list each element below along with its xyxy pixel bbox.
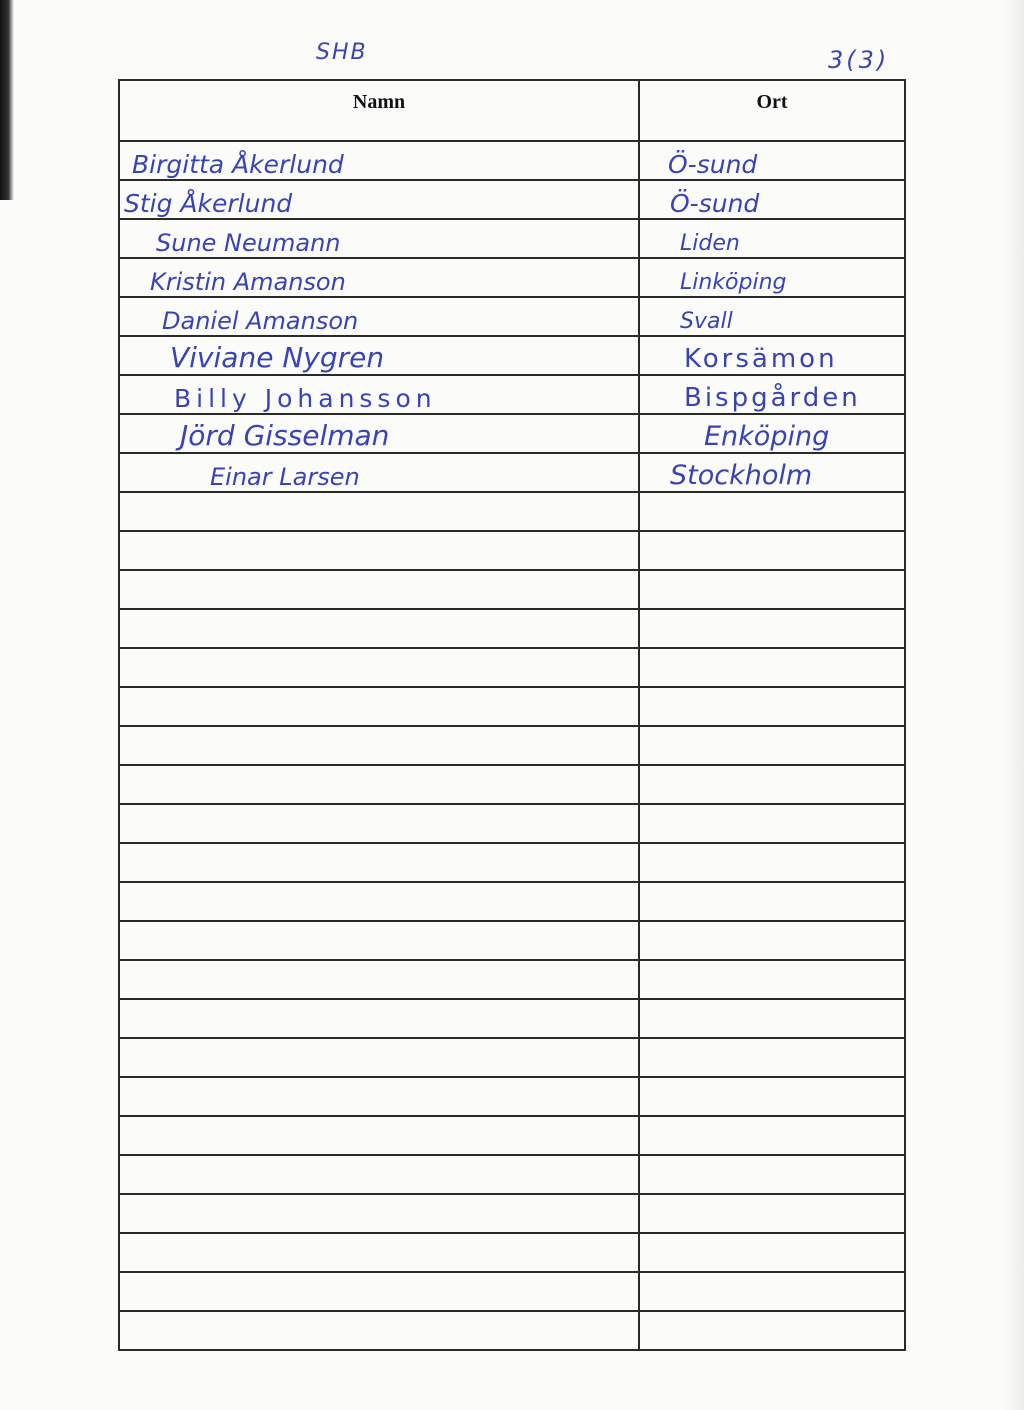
place-cell xyxy=(639,414,905,453)
place-cell xyxy=(639,726,905,765)
table-row xyxy=(119,609,905,648)
place-cell xyxy=(639,297,905,336)
name-cell xyxy=(119,843,639,882)
table-row xyxy=(119,804,905,843)
handwritten-name: Stig Åkerlund xyxy=(124,189,293,218)
name-cell xyxy=(119,1077,639,1116)
place-cell xyxy=(639,843,905,882)
place-cell xyxy=(639,921,905,960)
name-cell xyxy=(119,492,639,531)
handwritten-name: Viviane Nygren xyxy=(170,341,385,374)
name-cell xyxy=(119,531,639,570)
name-cell xyxy=(119,726,639,765)
place-cell xyxy=(639,336,905,375)
handwritten-place: Linköping xyxy=(680,270,787,295)
place-cell xyxy=(639,219,905,258)
name-cell xyxy=(119,804,639,843)
name-cell xyxy=(119,414,639,453)
name-cell xyxy=(119,882,639,921)
handwritten-place: Bispgården xyxy=(684,383,861,413)
handwritten-place: Svall xyxy=(680,309,733,334)
place-cell xyxy=(639,609,905,648)
handwritten-name: Jörd Gisselman xyxy=(180,419,390,452)
name-cell xyxy=(119,1155,639,1194)
name-cell xyxy=(119,375,639,414)
name-cell xyxy=(119,453,639,492)
handwritten-header-mark: SHB xyxy=(316,40,368,65)
table-row xyxy=(119,1233,905,1272)
place-cell xyxy=(639,804,905,843)
table-row xyxy=(119,726,905,765)
handwritten-place: Korsämon xyxy=(684,344,838,374)
page-edge-shadow xyxy=(1002,0,1024,1410)
table-row xyxy=(119,375,905,414)
table-row xyxy=(119,1194,905,1233)
table-row xyxy=(119,1272,905,1311)
handwritten-place: Liden xyxy=(680,231,740,256)
handwritten-name: Kristin Amanson xyxy=(150,268,346,296)
name-cell xyxy=(119,1311,639,1350)
place-cell xyxy=(639,1038,905,1077)
place-cell xyxy=(639,1077,905,1116)
handwritten-place: Ö-sund xyxy=(668,150,758,179)
table-row xyxy=(119,297,905,336)
table-row xyxy=(119,453,905,492)
name-cell xyxy=(119,687,639,726)
name-cell xyxy=(119,960,639,999)
name-cell xyxy=(119,336,639,375)
table-row xyxy=(119,1155,905,1194)
handwritten-name: Birgitta Åkerlund xyxy=(132,150,344,179)
table-row xyxy=(119,336,905,375)
place-cell xyxy=(639,492,905,531)
table-row xyxy=(119,492,905,531)
table-row xyxy=(119,960,905,999)
column-header-place: Ort xyxy=(639,80,905,141)
place-cell xyxy=(639,1311,905,1350)
table-row xyxy=(119,843,905,882)
place-cell xyxy=(639,765,905,804)
name-cell xyxy=(119,141,639,180)
place-cell xyxy=(639,141,905,180)
name-cell xyxy=(119,1194,639,1233)
table-row xyxy=(119,531,905,570)
place-cell xyxy=(639,882,905,921)
place-cell xyxy=(639,687,905,726)
column-header-name: Namn xyxy=(119,80,639,141)
place-cell xyxy=(639,1155,905,1194)
name-cell xyxy=(119,999,639,1038)
table-row xyxy=(119,258,905,297)
handwritten-name: Billy Johansson xyxy=(174,384,437,413)
place-cell xyxy=(639,453,905,492)
place-cell xyxy=(639,375,905,414)
table-row xyxy=(119,570,905,609)
name-cell xyxy=(119,1272,639,1311)
table-row xyxy=(119,999,905,1038)
place-cell xyxy=(639,1233,905,1272)
name-cell xyxy=(119,921,639,960)
name-cell xyxy=(119,648,639,687)
handwritten-page-number: 3(3) xyxy=(828,46,890,74)
table-row xyxy=(119,219,905,258)
table-row xyxy=(119,765,905,804)
place-cell xyxy=(639,648,905,687)
table-row xyxy=(119,1116,905,1155)
name-cell xyxy=(119,1233,639,1272)
place-cell xyxy=(639,1116,905,1155)
handwritten-place: Enköping xyxy=(704,421,830,452)
handwritten-name: Sune Neumann xyxy=(156,229,341,257)
table-row xyxy=(119,1038,905,1077)
table-row xyxy=(119,1077,905,1116)
place-cell xyxy=(639,258,905,297)
handwritten-place: Stockholm xyxy=(670,460,813,491)
place-cell xyxy=(639,570,905,609)
name-cell xyxy=(119,219,639,258)
handwritten-place: Ö-sund xyxy=(670,189,760,218)
table-row xyxy=(119,687,905,726)
table-row xyxy=(119,414,905,453)
place-cell xyxy=(639,1272,905,1311)
name-cell xyxy=(119,570,639,609)
table-body xyxy=(119,141,905,1350)
table-row xyxy=(119,882,905,921)
scan-edge-shadow xyxy=(0,0,14,200)
name-cell xyxy=(119,258,639,297)
name-cell xyxy=(119,1116,639,1155)
table-row xyxy=(119,180,905,219)
name-cell xyxy=(119,180,639,219)
table-row xyxy=(119,141,905,180)
place-cell xyxy=(639,1194,905,1233)
table-row xyxy=(119,1311,905,1350)
table-header-row xyxy=(119,80,905,141)
handwritten-name: Einar Larsen xyxy=(210,463,360,491)
place-cell xyxy=(639,999,905,1038)
place-cell xyxy=(639,960,905,999)
name-cell xyxy=(119,609,639,648)
name-cell xyxy=(119,1038,639,1077)
handwritten-name: Daniel Amanson xyxy=(162,307,359,335)
signature-table xyxy=(118,79,906,1351)
name-cell xyxy=(119,765,639,804)
place-cell xyxy=(639,531,905,570)
name-cell xyxy=(119,297,639,336)
table-row xyxy=(119,648,905,687)
place-cell xyxy=(639,180,905,219)
table-row xyxy=(119,921,905,960)
